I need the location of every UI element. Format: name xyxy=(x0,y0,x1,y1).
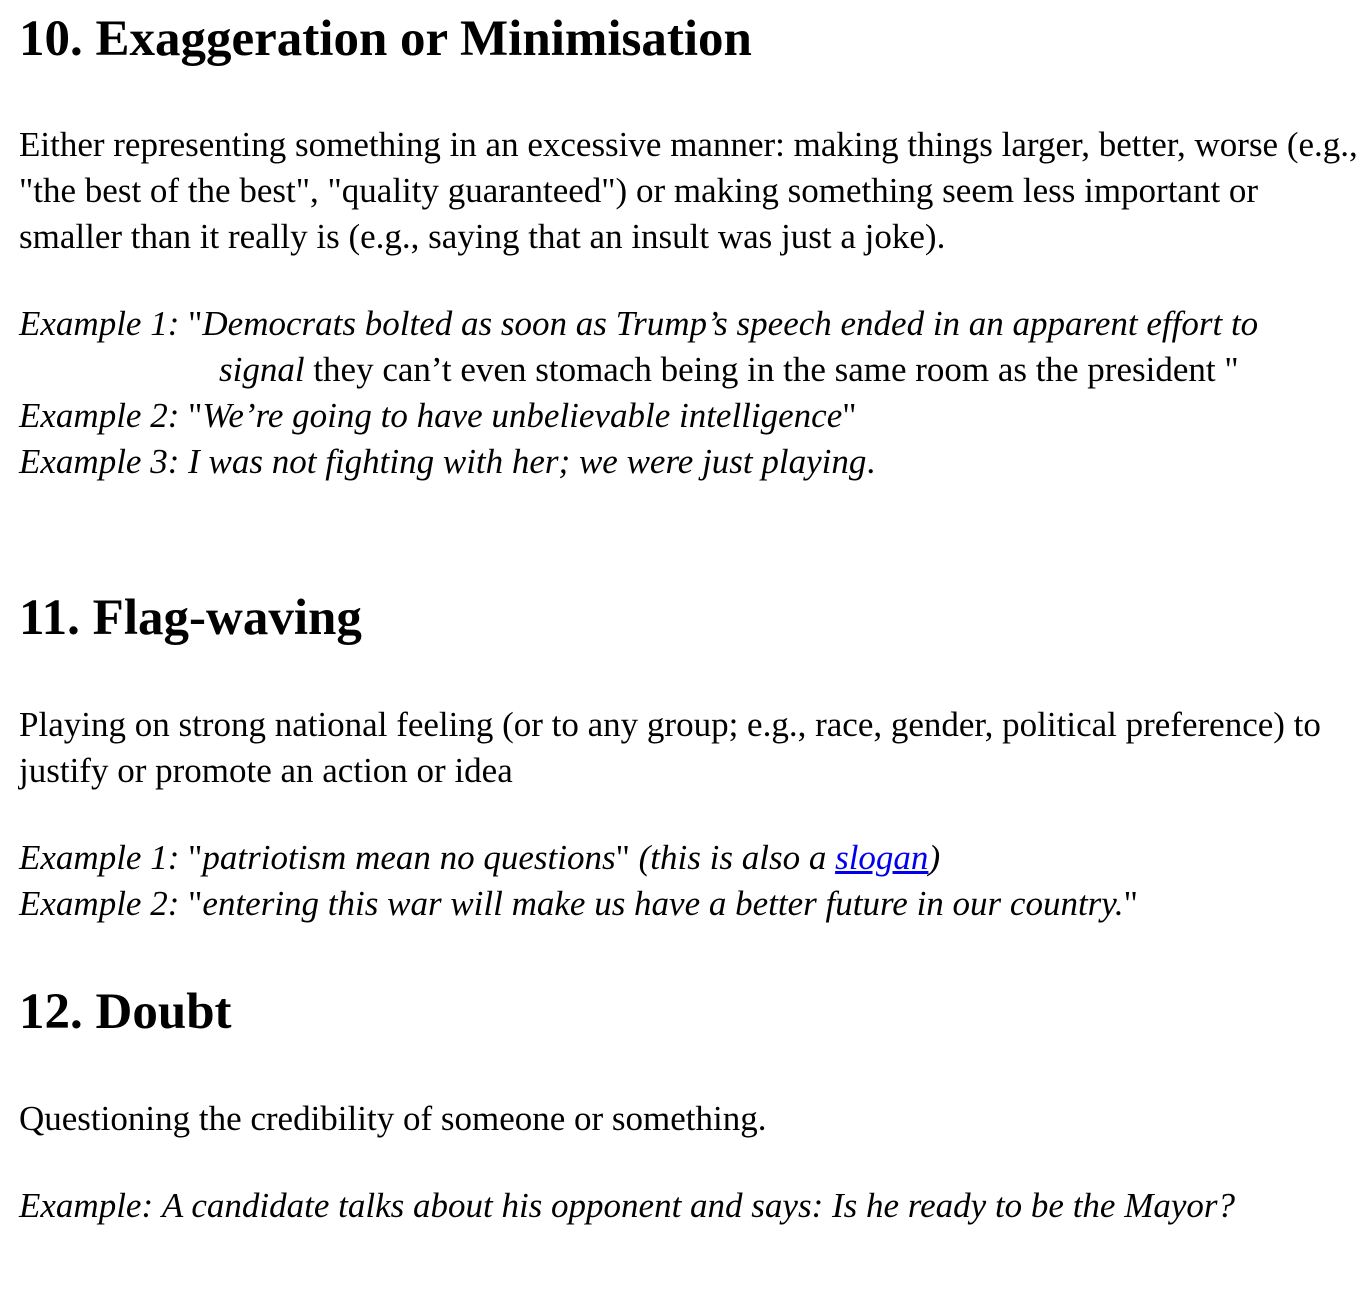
example-open-quote: " xyxy=(188,838,203,877)
example-close-quote: " xyxy=(842,396,857,435)
example-item xyxy=(19,1183,1349,1229)
example-italic-text: patriotism mean no questions xyxy=(202,838,616,877)
example-italic-text: I was not fighting with her; we were just playing xyxy=(188,442,867,481)
example-close-quote: . xyxy=(866,442,876,481)
section-description-flag-waving: Playing on strong national feeling (or to any group; e.g., race, gender, political preference) to justify or promote an action or idea xyxy=(19,705,1321,790)
example-italic-text: We’re going to have unbelievable intelligence xyxy=(202,396,843,435)
examples-flag-waving xyxy=(19,835,1349,927)
example-label: Example 1: xyxy=(19,838,180,877)
example-close-quote: " xyxy=(1224,350,1239,389)
section-description-doubt: Questioning the credibility of someone or something. xyxy=(19,1099,767,1138)
section-title-exaggeration: 10. Exaggeration or Minimisation xyxy=(19,11,752,67)
example-open-quote: " xyxy=(188,884,203,923)
example-plain-text: they can’t even stomach being in the same room as the president xyxy=(304,350,1225,389)
example-label: Example 3: xyxy=(19,442,180,481)
example-open-quote: " xyxy=(188,396,203,435)
example-item xyxy=(19,881,1349,927)
slogan-link[interactable]: slogan xyxy=(835,838,929,877)
section-title-flag-waving: 11. Flag-waving xyxy=(19,590,362,646)
section-description-exaggeration: Either representing something in an excessive manner: making things larger, better, worse (e.g., "the best of the best", "quality guaranteed") or making something seem less important or smaller than it really is (e.g., saying that an insult was just a joke). xyxy=(19,125,1358,256)
example-close-quote: " xyxy=(1123,884,1138,923)
example-item xyxy=(19,439,1349,485)
example-note: (this is also a xyxy=(629,838,836,877)
example-note-close: ) xyxy=(928,838,941,877)
example-label: Example 2: xyxy=(19,396,180,435)
example-italic-text: A candidate talks about his opponent and says: Is he ready to be the Mayor? xyxy=(161,1186,1236,1225)
example-label: Example 2: xyxy=(19,884,180,923)
example-item xyxy=(19,393,1349,439)
example-item xyxy=(19,835,1349,881)
examples-exaggeration xyxy=(19,301,1349,485)
example-label: Example 1: xyxy=(19,304,180,343)
example-label: Example: xyxy=(19,1186,154,1225)
example-italic-text: Democrats bolted as soon as Trump’s speech ended in an apparent effort to signal xyxy=(202,304,1259,389)
example-item xyxy=(19,301,1349,393)
example-italic-text: entering this war will make us have a better future in our country. xyxy=(202,884,1124,923)
section-title-doubt: 12. Doubt xyxy=(19,984,232,1040)
example-open-quote: " xyxy=(188,304,203,343)
examples-doubt xyxy=(19,1183,1349,1229)
example-close-quote: " xyxy=(615,838,630,877)
